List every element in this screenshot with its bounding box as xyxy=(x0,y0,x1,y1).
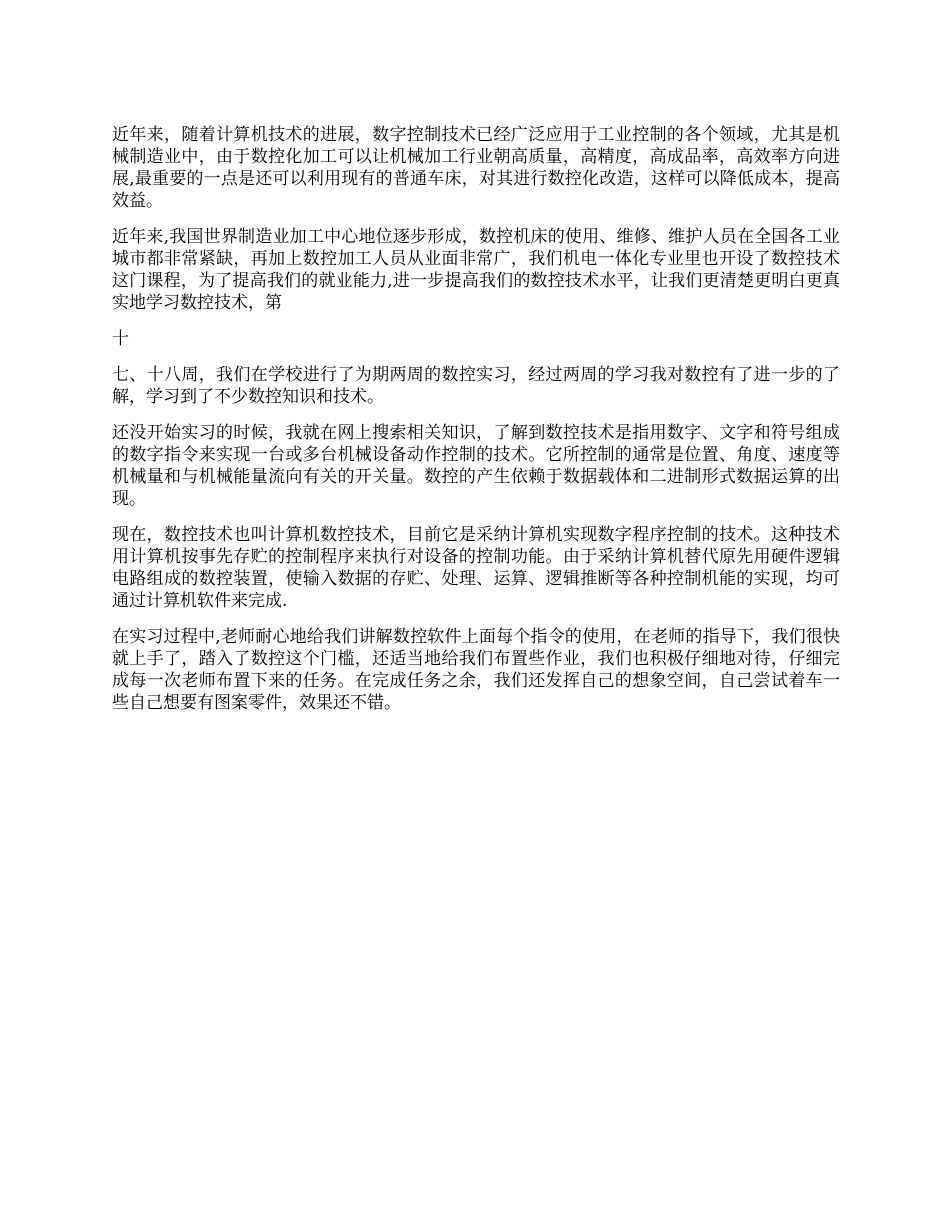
document-body xyxy=(112,124,840,728)
paragraph-6: 现在，数控技术也叫计算机数控技术，目前它是采纳计算机实现数字程序控制的技术。这种技术用计算机按事先存贮的控制程序来执行对设备的控制功能。由于采纳计算机替代原先用硬件逻辑电路组成的数控装置，使输入数据的存贮、处理、运算、逻辑推断等各种控制机能的实现，均可通过计算机软件来完成. xyxy=(112,525,840,611)
paragraph-3: 十 xyxy=(112,329,129,349)
paragraph-5: 还没开始实习的时候，我就在网上搜索相关知识，了解到数控技术是指用数字、文字和符号组成的数字指令来实现一台或多台机械设备动作控制的技术。它所控制的通常是位置、角度、速度等机械量和与机械能量流向有关的开关量。数控的产生依赖于数据载体和二进制形式数据运算的出现。 xyxy=(112,423,840,509)
paragraph-4: 七、十八周，我们在学校进行了为期两周的数控实习，经过两周的学习我对数控有了进一步的了解，学习到了不少数控知识和技术。 xyxy=(112,365,840,407)
paragraph-1: 近年来，随着计算机技术的进展，数字控制技术已经广泛应用于工业控制的各个领域，尤其是机械制造业中，由于数控化加工可以让机械加工行业朝高质量，高精度，高成品率，高效率方向进展,最重要的一点是还可以利用现有的普通车床，对其进行数控化改造，这样可以降低成本，提高效益。 xyxy=(112,125,840,211)
paragraph-7: 在实习过程中,老师耐心地给我们讲解数控软件上面每个指令的使用，在老师的指导下，我们很快就上手了，踏入了数控这个门槛，还适当地给我们布置些作业，我们也积极仔细地对待，仔细完成每一次老师布置下来的任务。在完成任务之余，我们还发挥自己的想象空间，自己尝试着车一些自己想要有图案零件，效果还不错。 xyxy=(112,627,840,713)
paragraph-2: 近年来,我国世界制造业加工中心地位逐步形成，数控机床的使用、维修、维护人员在全国各工业城市都非常紧缺，再加上数控加工人员从业面非常广，我们机电一体化专业里也开设了数控技术这门课程，为了提高我们的就业能力,进一步提高我们的数控技术水平，让我们更清楚更明白更真实地学习数控技术，第 xyxy=(112,227,840,313)
